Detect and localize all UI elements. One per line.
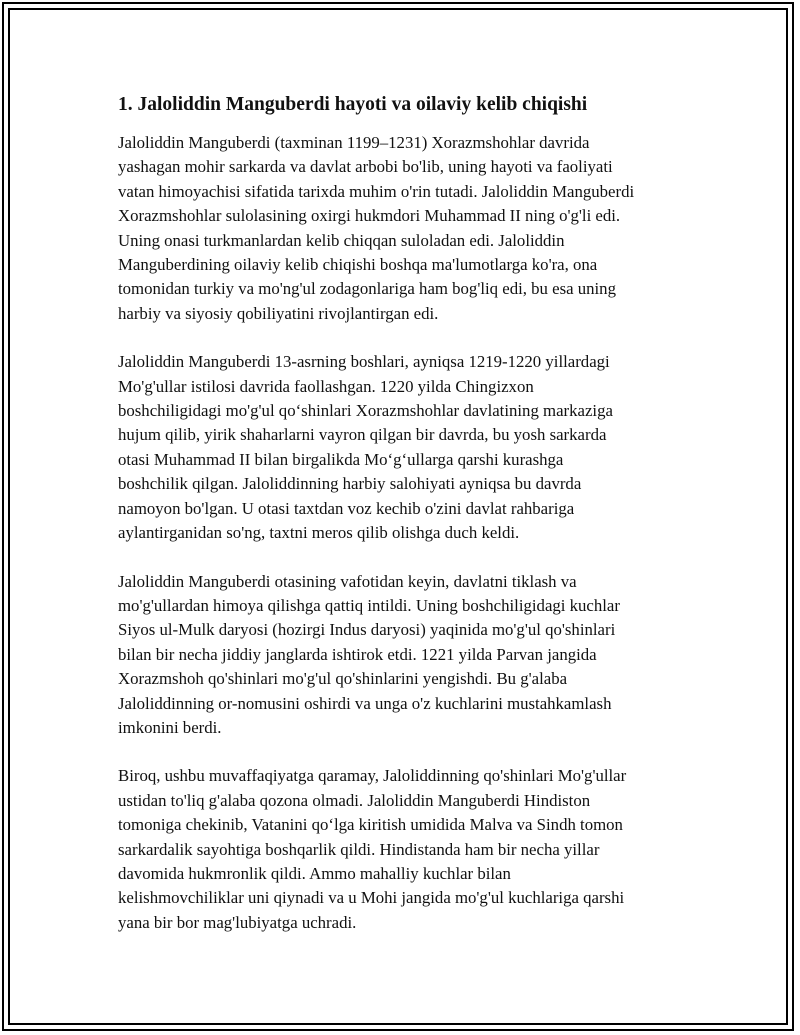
paragraph-line: Jaloliddinning or-nomusini oshirdi va unga o'z kuchlarini mustahkamlash	[118, 693, 612, 713]
paragraph-line: bilan bir necha jiddiy janglarda ishtirok etdi. 1221 yilda Parvan jangida	[118, 644, 597, 664]
paragraph-line: boshchiligidagi mo'g'ul qo‘shinlari Xorazmshohlar davlatining markaziga	[118, 401, 613, 421]
paragraph-line: kelishmovchiliklar uni qiynadi va u Mohi jangida mo'g'ul kuchlariga qarshi	[118, 888, 625, 908]
paragraph-line: harbiy va siyosiy qobiliyatini rivojlantirgan edi.	[118, 303, 439, 323]
paragraph-line: boshchilik qilgan. Jaloliddinning harbiy salohiyati ayniqsa bu davrda	[118, 474, 582, 494]
paragraph-line: yashagan mohir sarkarda va davlat arbobi bo'lib, uning hayoti va faoliyati	[118, 157, 613, 177]
paragraph-line: tomonidan turkiy va mo'ng'ul zodagonlariga ham bog'liq edi, bu esa uning	[118, 279, 616, 299]
paragraph-line: Siyos ul-Mulk daryosi (hozirgi Indus daryosi) yaqinida mo'g'ul qo'shinlari	[118, 620, 616, 640]
paragraph-line: Jaloliddin Manguberdi otasining vafotidan keyin, davlatni tiklash va	[118, 571, 577, 591]
paragraph-line: Biroq, ushbu muvaffaqiyatga qaramay, Jaloliddinning qo'shinlari Mo'g'ullar	[118, 766, 627, 786]
paragraph-line: sarkardalik sayohtiga boshqarlik qildi. Hindistanda ham bir necha yillar	[118, 839, 600, 859]
paragraph-3	[118, 570, 698, 741]
paragraph-line: Manguberdining oilaviy kelib chiqishi boshqa ma'lumotlarga ko'ra, ona	[118, 255, 598, 275]
paragraph-line: tomoniga chekinib, Vatanini qo‘lga kiritish umidida Malva va Sindh tomon	[118, 815, 623, 835]
document-body	[118, 92, 698, 959]
paragraph-line: aylantirganidan so'ng, taxtni meros qilib olishga duch keldi.	[118, 523, 520, 543]
paragraph-line: hujum qilib, yirik shaharlarni vayron qilgan bir davrda, bu yosh sarkarda	[118, 425, 607, 445]
paragraph-line: Xorazmshoh qo'shinlari mo'g'ul qo'shinlarini yengishdi. Bu g'alaba	[118, 669, 568, 689]
paragraph-line: ustidan to'liq g'alaba qozona olmadi. Jaloliddin Manguberdi Hindiston	[118, 790, 591, 810]
paragraph-line: Jaloliddin Manguberdi (taxminan 1199–1231) Xorazmshohlar davrida	[118, 133, 590, 152]
paragraph-line: Xorazmshohlar sulolasining oxirgi hukmdori Muhammad II ning o'g'li edi.	[118, 206, 621, 226]
paragraph-line: mo'g'ullardan himoya qilishga qattiq intildi. Uning boshchiligidagi kuchlar	[118, 595, 620, 615]
paragraph-line: Mo'g'ullar istilosi davrida faollashgan. 1220 yilda Chingizxon	[118, 376, 534, 396]
paragraph-1	[118, 131, 698, 326]
paragraph-4	[118, 764, 698, 935]
paragraph-line: davomida hukmronlik qildi. Ammo mahalliy kuchlar bilan	[118, 863, 511, 883]
paragraph-line: otasi Muhammad II bilan birgalikda Mo‘g‘ullarga qarshi kurashga	[118, 449, 564, 469]
paragraph-line: Uning onasi turkmanlardan kelib chiqqan suloladan edi. Jaloliddin	[118, 230, 565, 250]
paragraph-line: yana bir bor mag'lubiyatga uchradi.	[118, 912, 357, 932]
page-title: 1. Jaloliddin Manguberdi hayoti va oilaviy kelib chiqishi	[118, 94, 588, 115]
paragraph-2	[118, 350, 698, 545]
paragraph-line: namoyon bo'lgan. U otasi taxtdan voz kechib o'zini davlat rahbariga	[118, 498, 575, 518]
paragraph-line: imkonini berdi.	[118, 717, 222, 737]
paragraph-line: Jaloliddin Manguberdi 13-asrning boshlari, ayniqsa 1219-1220 yillardagi	[118, 352, 610, 372]
paragraphs-container	[118, 131, 698, 935]
paragraph-line: vatan himoyachisi sifatida tarixda muhim o'rin tutadi. Jaloliddin Manguberdi	[118, 181, 635, 201]
